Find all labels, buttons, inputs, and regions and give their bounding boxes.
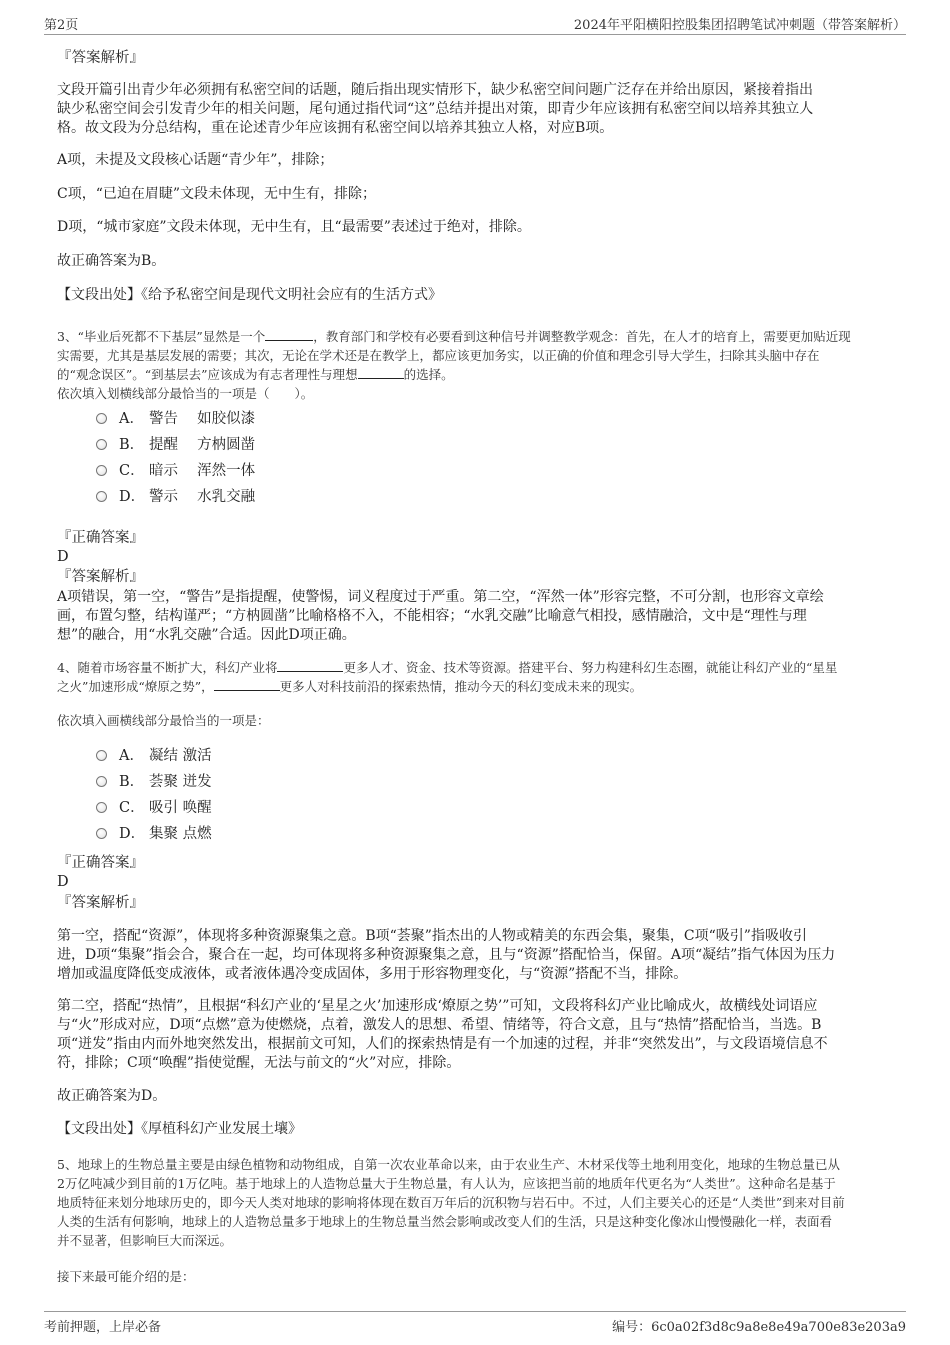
analysis-option-c: C项，“已迫在眉睫”文段未体现，无中生有，排除； [57, 186, 377, 202]
option-d[interactable]: D． 集聚 点燃 [96, 824, 212, 844]
option-d[interactable]: D． 警示 水乳交融 [96, 487, 255, 507]
radio-icon[interactable] [96, 491, 107, 502]
question-5-prompt: 接下来最可能介绍的是： [57, 1269, 195, 1284]
analysis-line: 格。故文段为分总结构，重在论述青少年应该拥有私密空间以培养其独立人格，对应B项。 [57, 120, 614, 136]
analysis-option-a: A项，未提及文段核心话题“青少年”，排除； [57, 152, 334, 168]
analysis-conclusion: 故正确答案为D。 [57, 1088, 167, 1104]
footer-slogan: 考前押题，上岸必备 [44, 1320, 162, 1335]
question-3-line: 3、“毕业后死都不下基层”显然是一个 ，教育部门和学校有必要看到这种信号并调整教学观念：首先，在人才的培育上，需要更加贴近现 [57, 329, 851, 344]
document-title: 2024年平阳横阳控股集团招聘笔试冲刺题（带答案解析） [573, 18, 906, 33]
option-c[interactable]: C． 吸引 唤醒 [96, 798, 212, 818]
analysis-title: 『答案解析』 [57, 569, 144, 585]
fill-blank [214, 678, 280, 691]
source-citation: 【文段出处】《给予私密空间是现代文明社会应有的生活方式》 [57, 287, 442, 303]
source-citation: 【文段出处】《厚植科幻产业发展土壤》 [57, 1121, 302, 1137]
answer-title: 『正确答案』 [57, 855, 144, 871]
question-5-line: 2万亿吨减少到目前的1万亿吨。基于地球上的人造物总量大于生物总量，有人认为，应该把当前的地质年代更名为“人类世”。这种命名是基于 [57, 1176, 836, 1191]
option-a[interactable]: A． 凝结 激活 [96, 746, 212, 766]
question-5-line: 并不显著，但影响巨大而深远。 [57, 1233, 233, 1248]
page-footer [44, 1311, 906, 1336]
fill-blank [265, 328, 313, 341]
analysis-line: 画，布置匀整，结构谨严；“方枘圆凿”比喻格格不入，不能相容；“水乳交融”比喻意气相投，感情融洽，文中是“理性与理 [57, 608, 807, 624]
radio-icon[interactable] [96, 413, 107, 424]
analysis-title: 『答案解析』 [57, 50, 144, 66]
question-4-line: 4、随着市场容量不断扩大，科幻产业将 更多人才、资金、技术等资源。搭建平台、努力构建科幻生态圈，就能让科幻产业的“星星 [57, 660, 838, 675]
option-b[interactable]: B． 提醒 方枘圆凿 [96, 435, 255, 455]
analysis-line: 想”的融合，用“水乳交融”合适。因此D项正确。 [57, 627, 356, 643]
analysis-line: 第一空，搭配“资源”，体现将多种资源聚集之意。B项“荟聚”指杰出的人物或精美的东西会集，聚集，C项“吸引”指吸收引 [57, 928, 807, 944]
fill-blank [277, 659, 343, 672]
radio-icon[interactable] [96, 828, 107, 839]
fill-blank [358, 366, 404, 379]
question-3-prompt: 依次填入划横线部分最恰当的一项是（ ）。 [57, 386, 314, 401]
analysis-line: 增加或温度降低变成液体，或者液体遇冷变成固体，多用于形容物理变化，与“资源”搭配不当，排除。 [57, 966, 688, 982]
analysis-line: 文段开篇引出青少年必须拥有私密空间的话题，随后指出现实情形下，缺少私密空间问题广泛存在并给出原因，紧接着指出 [57, 82, 813, 98]
option-a[interactable]: A． 警告 如胶似漆 [96, 409, 255, 429]
question-5-line: 地质特征来划分地球历史的，即今天人类对地球的影响将体现在数百万年后的沉积物与岩石中。不过，人们主要关心的还是“人类世”到来对目前 [57, 1195, 845, 1210]
page-header [44, 12, 906, 35]
radio-icon[interactable] [96, 802, 107, 813]
analysis-line: 与“火”形成对应，D项“点燃”意为使燃烧，点着，激发人的思想、希望、情绪等，符合文意，且与“热情”搭配恰当，当选。B [57, 1017, 822, 1033]
analysis-line: 项“迸发”指由内而外地突然发出，根据前文可知，人们的探索热情是有一个加速的过程，并非“突然发出”，与文段语境信息不 [57, 1036, 828, 1052]
analysis-title: 『答案解析』 [57, 895, 144, 911]
question-3-line: 实需要，尤其是基层发展的需要；其次，无论在学术还是在教学上，都应该更加务实，以正确的价值和理念引导大学生，扫除其头脑中存在 [57, 348, 820, 363]
analysis-option-d: D项，“城市家庭”文段未体现，无中生有，且“最需要”表述过于绝对，排除。 [57, 219, 531, 235]
correct-answer: D [57, 874, 69, 890]
analysis-line: 进，D项“集聚”指会合，聚合在一起，均可体现将多种资源聚集之意，且与“资源”搭配恰当，保留。A项“凝结”指气体因为压力 [57, 947, 836, 963]
question-4-prompt: 依次填入画横线部分最恰当的一项是： [57, 713, 270, 728]
radio-icon[interactable] [96, 750, 107, 761]
radio-icon[interactable] [96, 776, 107, 787]
option-c[interactable]: C． 暗示 浑然一体 [96, 461, 255, 481]
analysis-conclusion: 故正确答案为B。 [57, 253, 166, 269]
document-id: 编号：6c0a02f3d8c9a8e8e49a700e83e203a9 [612, 1320, 906, 1335]
question-5-line: 人类的生活有何影响，地球上的人造物总量多于地球上的生物总量当然会影响或改变人们的生活，只是这种变化像冰山慢慢融化一样，表面看 [57, 1214, 833, 1229]
page-number: 第2页 [44, 18, 79, 33]
option-b[interactable]: B． 荟聚 迸发 [96, 772, 212, 792]
analysis-line: 符，排除；C项“唤醒”指使觉醒，无法与前文的“火”对应，排除。 [57, 1055, 461, 1071]
question-3-line: 的“观念误区”。“到基层去”应该成为有志者理性与理想 的选择。 [57, 367, 454, 382]
analysis-line: 第二空，搭配“热情”，且根据“科幻产业的‘星星之火’加速形成‘燎原之势’”可知，文段将科幻产业比喻成火，故横线处词语应 [57, 998, 818, 1014]
analysis-line: 缺少私密空间会引发青少年的相关问题，尾句通过指代词“这”总结并提出对策，即青少年应该拥有私密空间以培养其独立人 [57, 101, 814, 117]
question-4-line: 之火”加速形成“燎原之势”， 更多人对科技前沿的探索热情，推动今天的科幻变成未来的现实。 [57, 679, 643, 694]
correct-answer: D [57, 549, 69, 565]
answer-title: 『正确答案』 [57, 530, 144, 546]
question-5-line: 5、地球上的生物总量主要是由绿色植物和动物组成，自第一次农业革命以来，由于农业生产、木材采伐等土地利用变化，地球的生物总量已从 [57, 1157, 840, 1172]
radio-icon[interactable] [96, 465, 107, 476]
analysis-line: A项错误，第一空，“警告”是指提醒，使警惕，词义程度过于严重。第二空，“浑然一体”形容完整，不可分割，也形容文章绘 [57, 589, 824, 605]
radio-icon[interactable] [96, 439, 107, 450]
